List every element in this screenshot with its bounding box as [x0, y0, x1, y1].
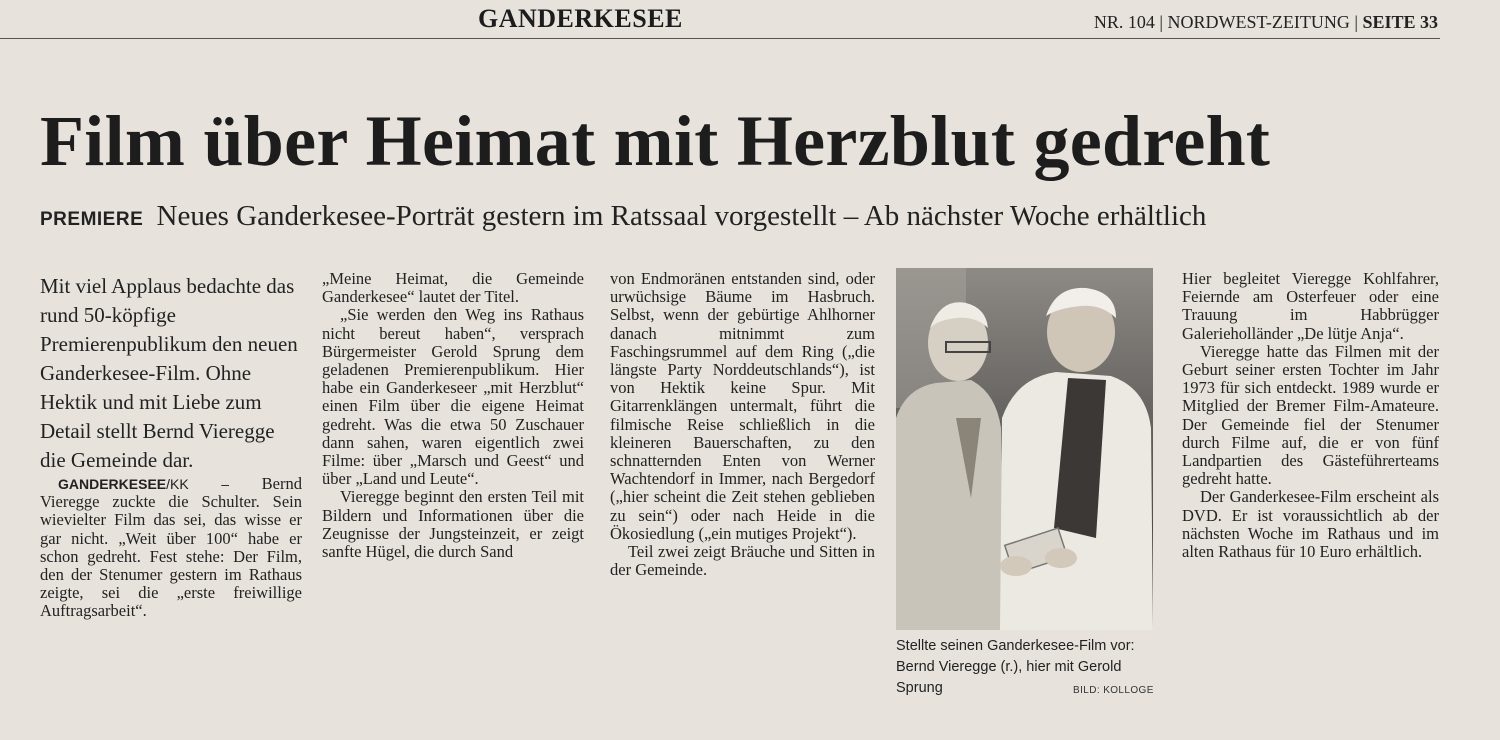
dateline-author: /KK –: [166, 476, 262, 492]
body-paragraph: Hier begleitet Vieregge Kohlfahrer, Feiernde am Osterfeuer oder eine Trauung im Habbrügger Galerieholländer „De lütje Anja“.: [1182, 269, 1439, 343]
photo-credit: BILD: KOLLOGE: [1073, 685, 1154, 696]
column-1: [40, 272, 302, 621]
photo-illustration: [896, 268, 1153, 630]
body-paragraph: [40, 475, 302, 621]
body-paragraph: Vieregge hatte das Filmen mit der Geburt seiner ersten Tochter im Jahr 1973 für sich entdeckt. 1989 wurde er Mitglied der Bremer Film-Amateure. Der Gemeinde fiel der Stenumer durch Filme auf, die er von fünf Landpartien des Gästeführerteams gedreht hatte.: [1182, 341, 1439, 489]
body-text: Bernd Vieregge zuckte die Schulter. Sein wievielter Film das sei, das wisse er gar nicht. „Weit über 100“ habe er schon gedreht. Fest stehe: Der Film, den der Stenumer gestern im Rathaus zeigte, sei die „erste freiwillige Auftragsarbeit“.: [40, 474, 302, 621]
headline: Film über Heimat mit Herzblut gedreht: [40, 101, 1271, 181]
body-paragraph: „Sie werden den Weg ins Rathaus nicht bereut haben“, versprach Bürgermeister Gerold Sprung dem geladenen Premierenpublikum. Hier habe ein Ganderkeseer „mit Herzblut“ einen Film über die eigene Heimat gedreht. Was die etwa 50 Zuschauer dann sahen, waren eigentlich zwei Filme: über „Marsch und Geest“ und über „Land und Leute“.: [322, 305, 584, 489]
kicker: PREMIERE: [40, 209, 144, 230]
header-rule: [0, 38, 1440, 39]
subheadline-text: Neues Ganderkesee-Porträt gestern im Ratssaal vorgestellt – Ab nächster Woche erhältlich: [156, 200, 1207, 232]
article-photo: [896, 268, 1153, 630]
body-paragraph: „Meine Heimat, die Gemeinde Ganderkesee“ lautet der Titel.: [322, 269, 584, 307]
body-paragraph: Der Ganderkesee-Film erscheint als DVD. Er ist voraussichtlich ab der nächsten Woche im Rathaus und im alten Rathaus für 10 Euro erhältlich.: [1182, 487, 1439, 562]
lead-paragraph: Mit viel Applaus bedachte das rund 50-köpfige Premierenpublikum den neuen Ganderkesee-Film. Ohne Hektik und mit Liebe zum Detail stellt Bernd Vieregge die Gemeinde dar.: [40, 274, 298, 472]
dateline: GANDERKESEE: [58, 476, 167, 492]
body-paragraph: Vieregge beginnt den ersten Teil mit Bildern und Informationen über die Zeugnisse der Jungsteinzeit, er zeigt sanfte Hügel, die durch Sand: [322, 487, 584, 562]
next-article-bleed: [900, 714, 1500, 740]
section-title: GANDERKESEE: [478, 4, 683, 33]
photo-caption: Stellte seinen Ganderkesee-Film vor: Bernd Vieregge (r.), hier mit Gerold Sprung: [896, 638, 1135, 696]
page-number: SEITE 33: [1362, 12, 1438, 32]
page-meta: [1094, 12, 1438, 33]
column-2: [322, 270, 584, 561]
column-3: [610, 270, 875, 579]
body-paragraph: Teil zwei zeigt Bräuche und Sitten in der Gemeinde.: [610, 542, 875, 580]
column-5: [1182, 270, 1439, 561]
subheadline: [40, 200, 1206, 233]
body-paragraph: von Endmoränen entstanden sind, oder urwüchsige Bäume im Hasbruch. Selbst, wenn der gebürtige Ahlhorner danach mitnimmt zum Faschingsrummel auf dem Ring („die längste Party Norddeutschlands“), ist von Hektik keine Spur. Mit Gitarrenklängen untermalt, führt die filmische Reise schließlich in die kleineren Bauerschaften, zu den schnatternden Enten von Werner Wachtendorf in Immer, nach Bergedorf („hier scheint die Zeit stehen geblieben zu sein“) oder nach Heide in die Ökosiedlung („ein mutiges Projekt“).: [610, 269, 875, 543]
issue-info: NR. 104 | NORDWEST-ZEITUNG |: [1093, 12, 1363, 32]
